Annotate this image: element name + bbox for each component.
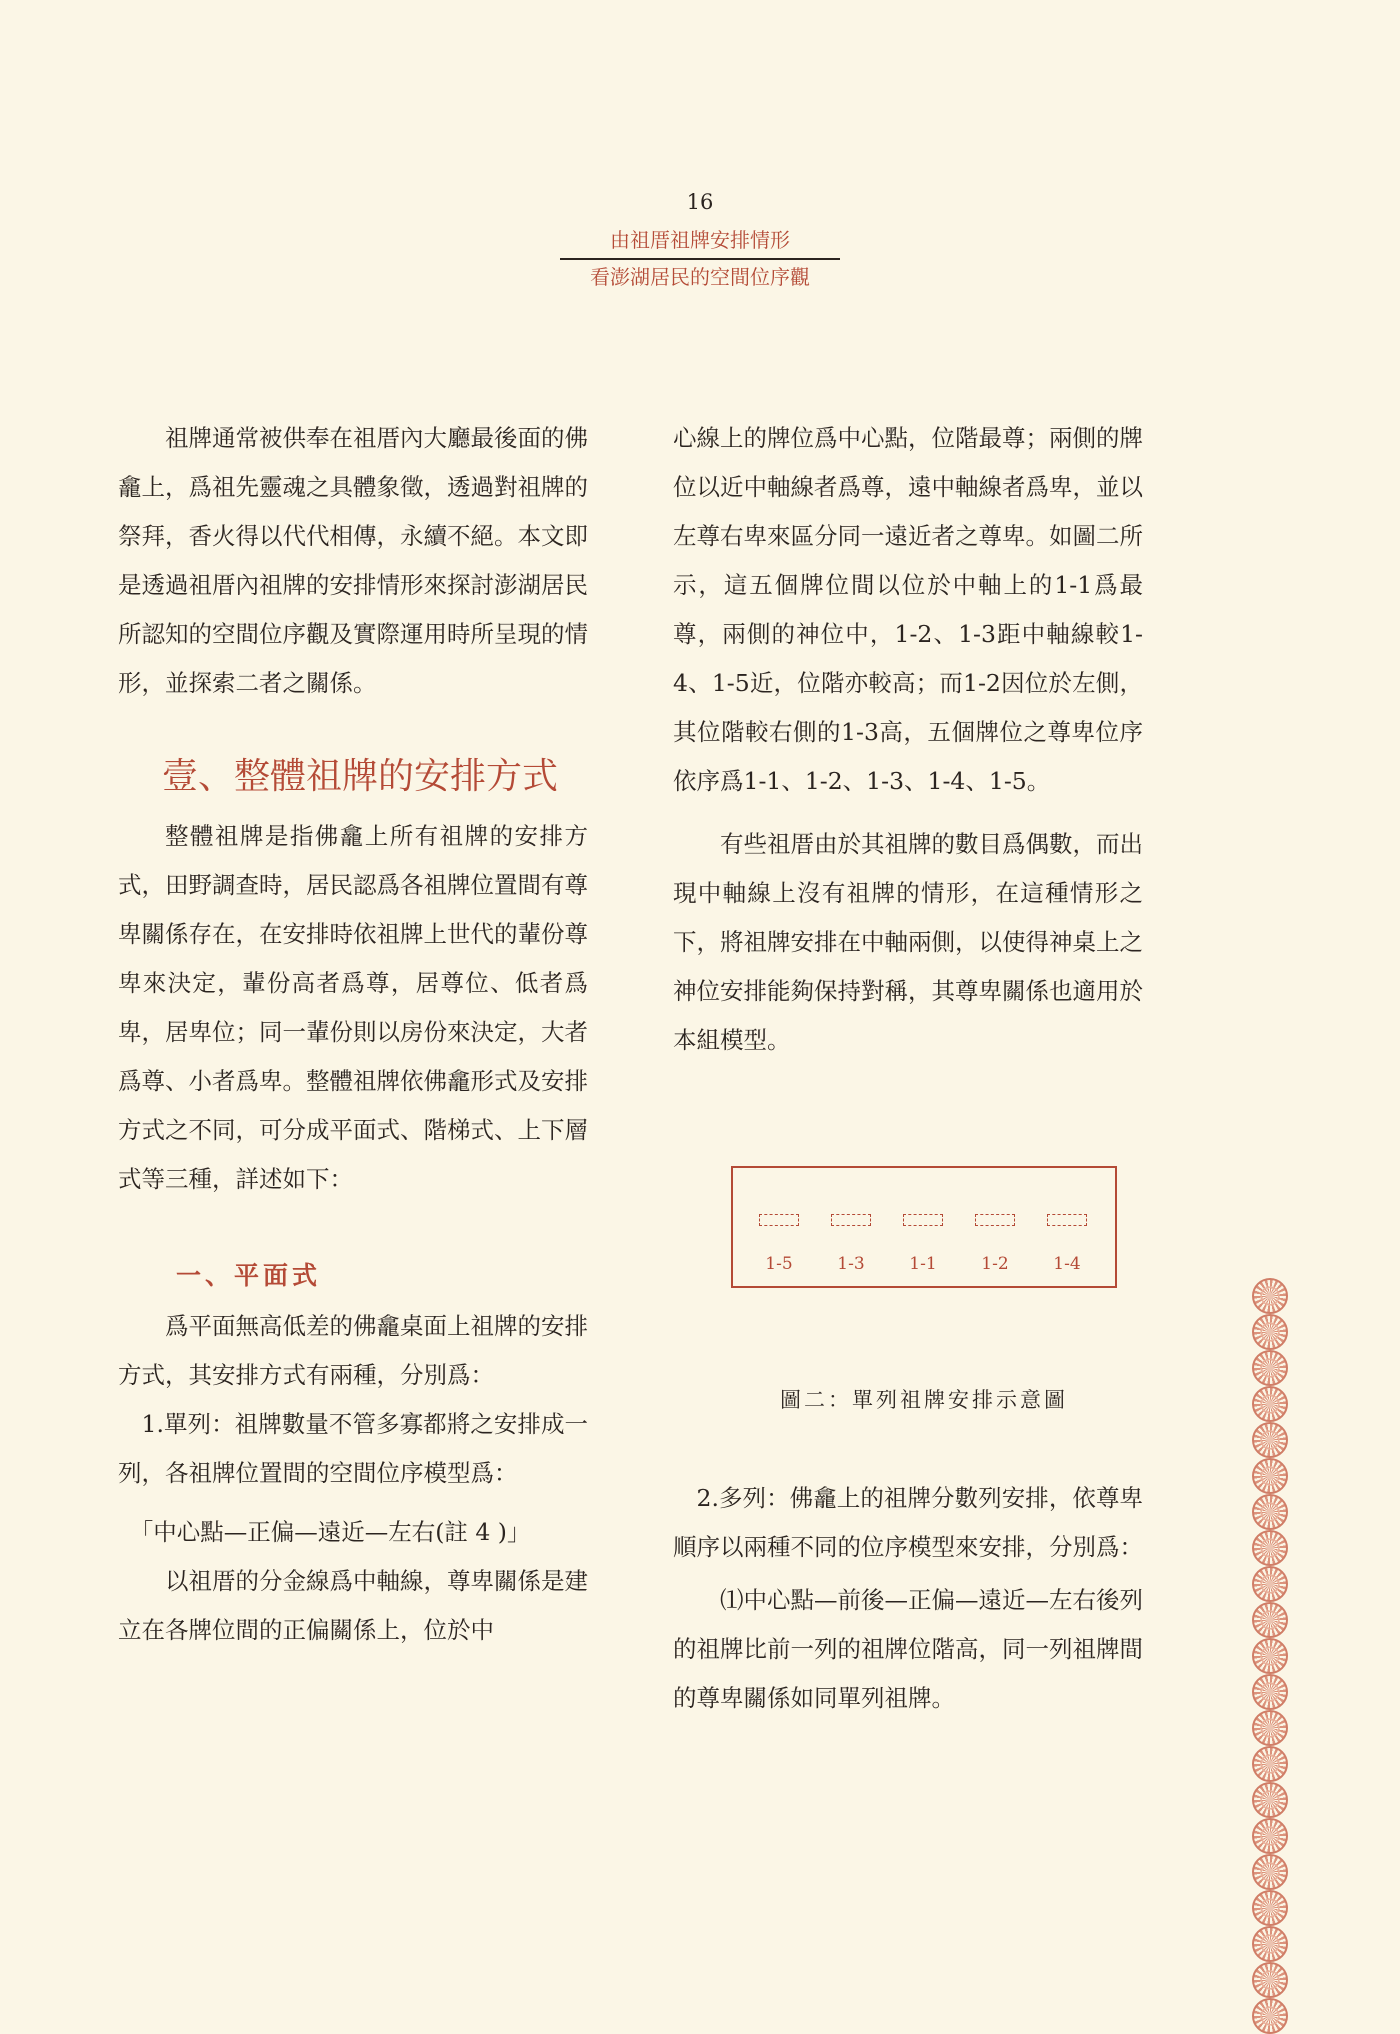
seal-icon	[1252, 1962, 1288, 1998]
seal-icon	[1252, 1386, 1288, 1422]
right-column	[673, 414, 1143, 1065]
tablet-slot	[975, 1214, 1015, 1226]
subsection-paragraph: 爲平面無高低差的佛龕桌面上祖牌的安排方式，其安排方式有兩種，分別爲：	[118, 1312, 588, 1389]
running-title: 由祖厝祖牌安排情形	[610, 228, 790, 252]
seal-icon	[1252, 1782, 1288, 1818]
axis-paragraph: 以祖厝的分金線爲中軸線，尊卑關係是建立在各牌位間的正偏關係上，位於中	[118, 1567, 588, 1644]
tablet-label: 1-5	[765, 1254, 793, 1274]
figure-diagram	[731, 1166, 1117, 1288]
continued-paragraph: 心線上的牌位爲中心點，位階最尊；兩側的牌位以近中軸線者爲尊，遠中軸線者爲卑，並以左尊右卑來區分同一遠近者之尊卑。如圖二所示，這五個牌位間以位於中軸上的1-1爲最尊，兩側的神位中，1-2、1-3距中軸線較1-4、1-5近，位階亦較高；而1-2因位於左側，其位階較右側的1-3高，五個牌位之尊卑位序依序爲1-1、1-2、1-3、1-4、1-5。	[673, 424, 1143, 795]
decorative-seal-strip	[1245, 1278, 1295, 2034]
seal-icon	[1252, 1854, 1288, 1890]
seal-icon	[1252, 1638, 1288, 1674]
seal-icon	[1252, 1674, 1288, 1710]
seal-icon	[1252, 1890, 1288, 1926]
seal-icon	[1252, 1278, 1288, 1314]
left-column	[118, 414, 588, 1655]
even-number-paragraph: 有些祖厝由於其祖牌的數目爲偶數，而出現中軸線上沒有祖牌的情形，在這種情形之下，將祖牌安排在中軸兩側，以使得神桌上之神位安排能夠保持對稱，其尊卑關係也適用於本組模型。	[673, 830, 1143, 1054]
seal-icon	[1252, 1350, 1288, 1386]
list-item-multi-row: 2.多列：佛龕上的祖牌分數列安排，依尊卑順序以兩種不同的位序模型來安排，分別爲：	[673, 1484, 1143, 1561]
seal-icon	[1252, 1494, 1288, 1530]
tablet-label: 1-2	[981, 1254, 1009, 1274]
sub-list-item: ⑴中心點—前後—正偏—遠近—左右後列的祖牌比前一列的祖牌位階高，同一列祖牌間的尊卑關係如同單列祖牌。	[673, 1586, 1143, 1712]
subsection-heading: 一、平面式	[176, 1261, 322, 1290]
page-header	[0, 190, 1400, 292]
tablet-label: 1-3	[837, 1254, 865, 1274]
tablet-slot	[903, 1214, 943, 1226]
seal-icon	[1252, 1818, 1288, 1854]
seal-icon	[1252, 1710, 1288, 1746]
page-number: 16	[686, 190, 714, 214]
running-subtitle: 看澎湖居民的空間位序觀	[590, 265, 810, 289]
section-paragraph: 整體祖牌是指佛龕上所有祖牌的安排方式，田野調查時，居民認爲各祖牌位置間有尊卑關係存在，在安排時依祖牌上世代的輩份尊卑來決定，輩份高者爲尊，居尊位、低者爲卑，居卑位；同一輩份則以房份來決定，大者爲尊、小者爲卑。整體祖牌依佛龕形式及安排方式之不同，可分成平面式、階梯式、上下層式等三種，詳述如下：	[118, 822, 588, 1193]
seal-icon	[1252, 1926, 1288, 1962]
section-heading: 壹、整體祖牌的安排方式	[162, 756, 559, 797]
seal-icon	[1252, 1422, 1288, 1458]
tablet-label: 1-1	[909, 1254, 937, 1274]
seal-icon	[1252, 1566, 1288, 1602]
tablet-label: 1-4	[1053, 1254, 1081, 1274]
tablet-slot	[1047, 1214, 1087, 1226]
tablet-slot	[759, 1214, 799, 1226]
order-model-formula: 「中心點—正偏—遠近—左右(註 4 )」	[129, 1518, 531, 1546]
seal-icon	[1252, 1746, 1288, 1782]
seal-icon	[1252, 1998, 1288, 2034]
list-item-single-row: 1.單列：祖牌數量不管多寡都將之安排成一列，各祖牌位置間的空間位序模型爲：	[118, 1410, 588, 1487]
figure-caption: 圖二：單列祖牌安排示意圖	[780, 1388, 1068, 1412]
seal-icon	[1252, 1458, 1288, 1494]
header-divider	[560, 258, 840, 260]
right-column-lower	[673, 1474, 1143, 1723]
tablet-slot	[831, 1214, 871, 1226]
intro-paragraph: 祖牌通常被供奉在祖厝內大廳最後面的佛龕上，爲祖先靈魂之具體象徵，透過對祖牌的祭拜，香火得以代代相傳，永續不絕。本文即是透過祖厝內祖牌的安排情形來探討澎湖居民所認知的空間位序觀及實際運用時所呈現的情形，並探索二者之關係。	[118, 424, 588, 697]
seal-icon	[1252, 1530, 1288, 1566]
seal-icon	[1252, 1314, 1288, 1350]
seal-icon	[1252, 1602, 1288, 1638]
